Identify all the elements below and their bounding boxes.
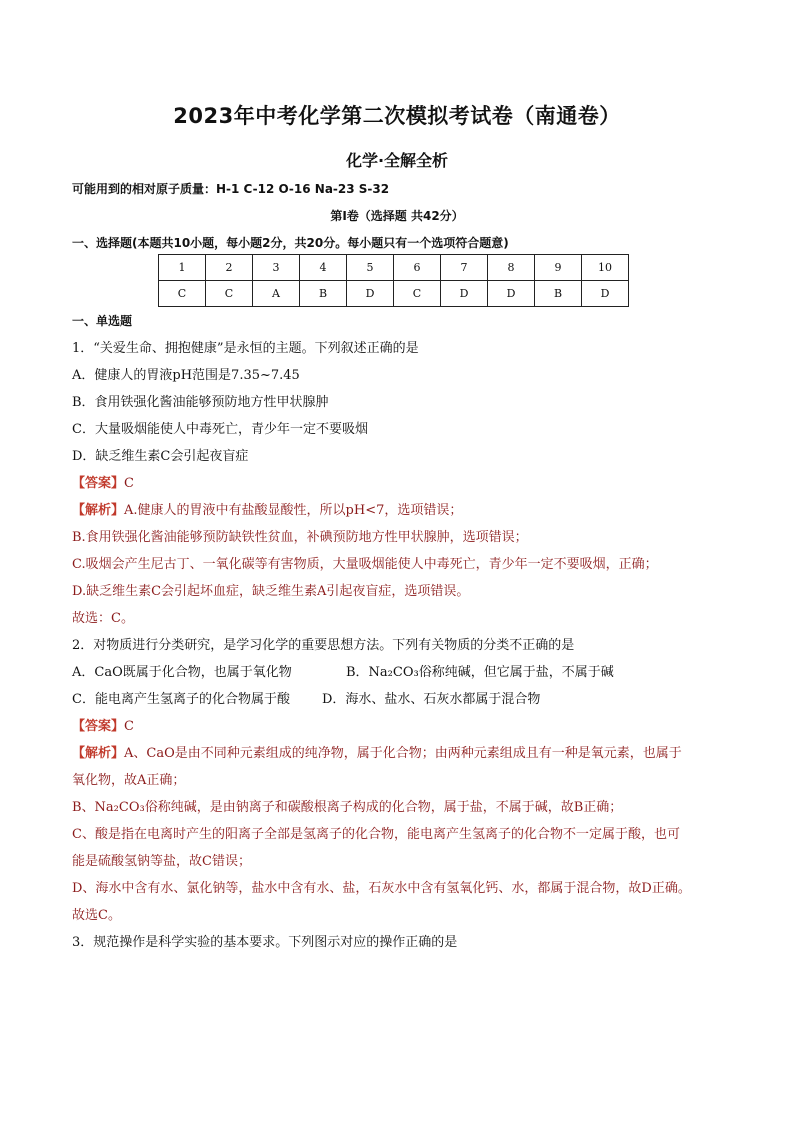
question-number-cell: 1	[159, 255, 206, 281]
answer-cell: A	[253, 281, 300, 307]
answer-table-number-row	[159, 255, 629, 281]
question-2-option-c: C．能电离产生氢离子的化合物属于酸	[72, 692, 290, 707]
single-choice-heading: 一、单选题	[72, 314, 133, 328]
question-1-answer	[72, 476, 134, 492]
answer-table-answer-row	[159, 281, 629, 307]
question-1-option-b: B．食用铁强化酱油能够预防地方性甲状腺肿	[72, 395, 329, 410]
answer-cell: B	[535, 281, 582, 307]
answer-cell: D	[582, 281, 629, 307]
volume-heading: 第Ⅰ卷（选择题 共42分）	[330, 209, 464, 223]
question-2-option-b: B．Na₂CO₃俗称纯碱，但它属于盐，不属于碱	[346, 665, 614, 680]
question-number-cell: 10	[582, 255, 629, 281]
question-1-option-c: C．大量吸烟能使人中毒死亡，青少年一定不要吸烟	[72, 422, 368, 437]
question-2-stem: 2．对物质进行分类研究，是学习化学的重要思想方法。下列有关物质的分类不正确的是	[72, 638, 575, 653]
answer-cell: B	[300, 281, 347, 307]
question-2-analysis-line: B、Na₂CO₃俗称纯碱，是由钠离子和碳酸根离子构成的化合物，属于盐，不属于碱，故B正确；	[72, 800, 623, 815]
question-2-analysis-line: D、海水中含有水、氯化钠等，盐水中含有水、盐，石灰水中含有氢氧化钙、水，都属于混合物，故D正确。	[72, 881, 691, 896]
question-number-cell: 3	[253, 255, 300, 281]
question-1-option-d: D．缺乏维生素C会引起夜盲症	[72, 449, 249, 464]
answer-value: C	[124, 476, 134, 491]
question-1-conclusion: 故选：C。	[72, 611, 134, 626]
question-3-stem: 3．规范操作是科学实验的基本要求。下列图示对应的操作正确的是	[72, 935, 458, 950]
page-title: 2023年中考化学第二次模拟考试卷（南通卷）	[173, 104, 621, 128]
question-1-analysis-line: D.缺乏维生素C会引起坏血症，缺乏维生素A引起夜盲症，选项错误。	[72, 584, 470, 599]
answer-cell: D	[441, 281, 488, 307]
question-1-analysis-line: B.食用铁强化酱油能够预防缺铁性贫血，补碘预防地方性甲状腺肿，选项错误；	[72, 530, 528, 545]
question-2-analysis-line: 氧化物，故A正确；	[72, 773, 186, 788]
analysis-text: A、CaO是由不同种元素组成的纯净物，属于化合物；由两种元素组成且有一种是氧元素，也属于	[124, 746, 682, 761]
atomic-mass-line: 可能用到的相对原子质量：H-1 C-12 O-16 Na-23 S-32	[72, 182, 390, 196]
question-number-cell: 5	[347, 255, 394, 281]
section-heading: 一、选择题(本题共10小题，每小题2分，共20分。每小题只有一个选项符合题意)	[72, 236, 509, 250]
question-2-option-a: A．CaO既属于化合物，也属于氧化物	[72, 665, 292, 680]
question-1-option-a: A．健康人的胃液pH范围是7.35~7.45	[72, 368, 300, 383]
question-number-cell: 9	[535, 255, 582, 281]
analysis-tag: 【解析】	[72, 746, 125, 761]
question-2-analysis-line: C、酸是指在电离时产生的阳离子全部是氢离子的化合物，能电离产生氢离子的化合物不一定属于酸，也可	[72, 827, 680, 842]
question-number-cell: 2	[206, 255, 253, 281]
question-2-conclusion: 故选C。	[72, 908, 121, 923]
page-subtitle: 化学·全解全析	[345, 151, 449, 170]
answer-cell: C	[206, 281, 253, 307]
analysis-text: A.健康人的胃液中有盐酸显酸性，所以pH<7，选项错误；	[124, 503, 463, 518]
question-number-cell: 8	[488, 255, 535, 281]
answer-tag: 【答案】	[72, 719, 125, 734]
answer-cell: C	[394, 281, 441, 307]
answer-table	[158, 254, 629, 307]
analysis-tag: 【解析】	[72, 503, 125, 518]
question-2-option-d: D．海水、盐水、石灰水都属于混合物	[322, 692, 541, 707]
answer-cell: D	[347, 281, 394, 307]
answer-cell: D	[488, 281, 535, 307]
answer-tag: 【答案】	[72, 476, 125, 491]
question-number-cell: 6	[394, 255, 441, 281]
question-1-analysis-line	[72, 503, 462, 519]
question-number-cell: 4	[300, 255, 347, 281]
question-2-analysis-line	[72, 746, 682, 762]
question-2-analysis-line: 能是硫酸氢钠等盐，故C错误；	[72, 854, 251, 869]
answer-cell: C	[159, 281, 206, 307]
question-number-cell: 7	[441, 255, 488, 281]
question-1-analysis-line: C.吸烟会产生尼古丁、一氧化碳等有害物质，大量吸烟能使人中毒死亡，青少年一定不要吸烟，正确；	[72, 557, 658, 572]
question-1-stem: 1．“关爱生命、拥抱健康”是永恒的主题。下列叙述正确的是	[72, 341, 419, 356]
answer-value: C	[124, 719, 134, 734]
question-2-answer	[72, 719, 134, 735]
